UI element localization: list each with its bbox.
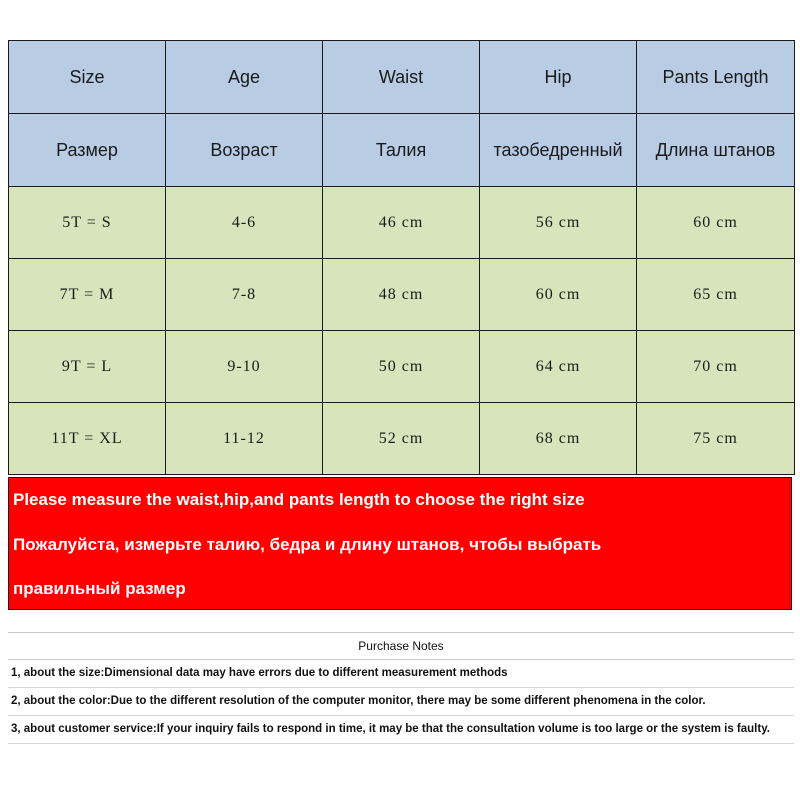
cell-pants-length: 75 cm	[637, 403, 795, 475]
cell-age: 4-6	[166, 187, 323, 259]
cell-hip: 68 cm	[480, 403, 637, 475]
table-row	[9, 259, 795, 331]
purchase-note-customer-service: 3, about customer service:If your inquiry fails to respond in time, it may be that the consultation volume is too large or the system is faulty.	[8, 716, 794, 744]
instruction-line-russian-1: Пожалуйста, измерьте талию, бедра и длину штанов, чтобы выбрать	[13, 535, 602, 554]
cell-hip: 60 cm	[480, 259, 637, 331]
purchase-notes-title: Purchase Notes	[8, 632, 794, 660]
cell-hip: 64 cm	[480, 331, 637, 403]
header-age: Age	[166, 41, 323, 114]
table-row	[9, 331, 795, 403]
cell-waist: 50 cm	[323, 331, 480, 403]
cell-size: 7T = M	[9, 259, 166, 331]
table-row	[9, 187, 795, 259]
header-size-ru: Размер	[9, 114, 166, 187]
header-hip-ru: тазобедренный	[480, 114, 637, 187]
cell-waist: 48 cm	[323, 259, 480, 331]
cell-age: 11-12	[166, 403, 323, 475]
cell-pants-length: 60 cm	[637, 187, 795, 259]
header-waist-ru: Талия	[323, 114, 480, 187]
instruction-line-russian-2: правильный размер	[13, 579, 186, 598]
header-pants-length: Pants Length	[637, 41, 795, 114]
cell-pants-length: 65 cm	[637, 259, 795, 331]
header-row-russian	[9, 114, 795, 187]
cell-pants-length: 70 cm	[637, 331, 795, 403]
table-row	[9, 403, 795, 475]
size-chart-table	[8, 40, 795, 475]
purchase-notes	[8, 632, 794, 744]
header-waist: Waist	[323, 41, 480, 114]
header-row-english	[9, 41, 795, 114]
instruction-line-english: Please measure the waist,hip,and pants length to choose the right size	[13, 490, 585, 509]
header-hip: Hip	[480, 41, 637, 114]
cell-waist: 52 cm	[323, 403, 480, 475]
cell-hip: 56 cm	[480, 187, 637, 259]
cell-age: 7-8	[166, 259, 323, 331]
purchase-note-color: 2, about the color:Due to the different resolution of the computer monitor, there may be some different phenomena in the color.	[8, 688, 794, 716]
cell-size: 9T = L	[9, 331, 166, 403]
header-age-ru: Возраст	[166, 114, 323, 187]
header-pants-length-ru: Длина штанов	[637, 114, 795, 187]
header-size: Size	[9, 41, 166, 114]
cell-waist: 46 cm	[323, 187, 480, 259]
cell-size: 5T = S	[9, 187, 166, 259]
measure-instructions-banner	[8, 477, 792, 610]
cell-age: 9-10	[166, 331, 323, 403]
cell-size: 11T = XL	[9, 403, 166, 475]
purchase-note-size: 1, about the size:Dimensional data may have errors due to different measurement methods	[8, 660, 794, 688]
